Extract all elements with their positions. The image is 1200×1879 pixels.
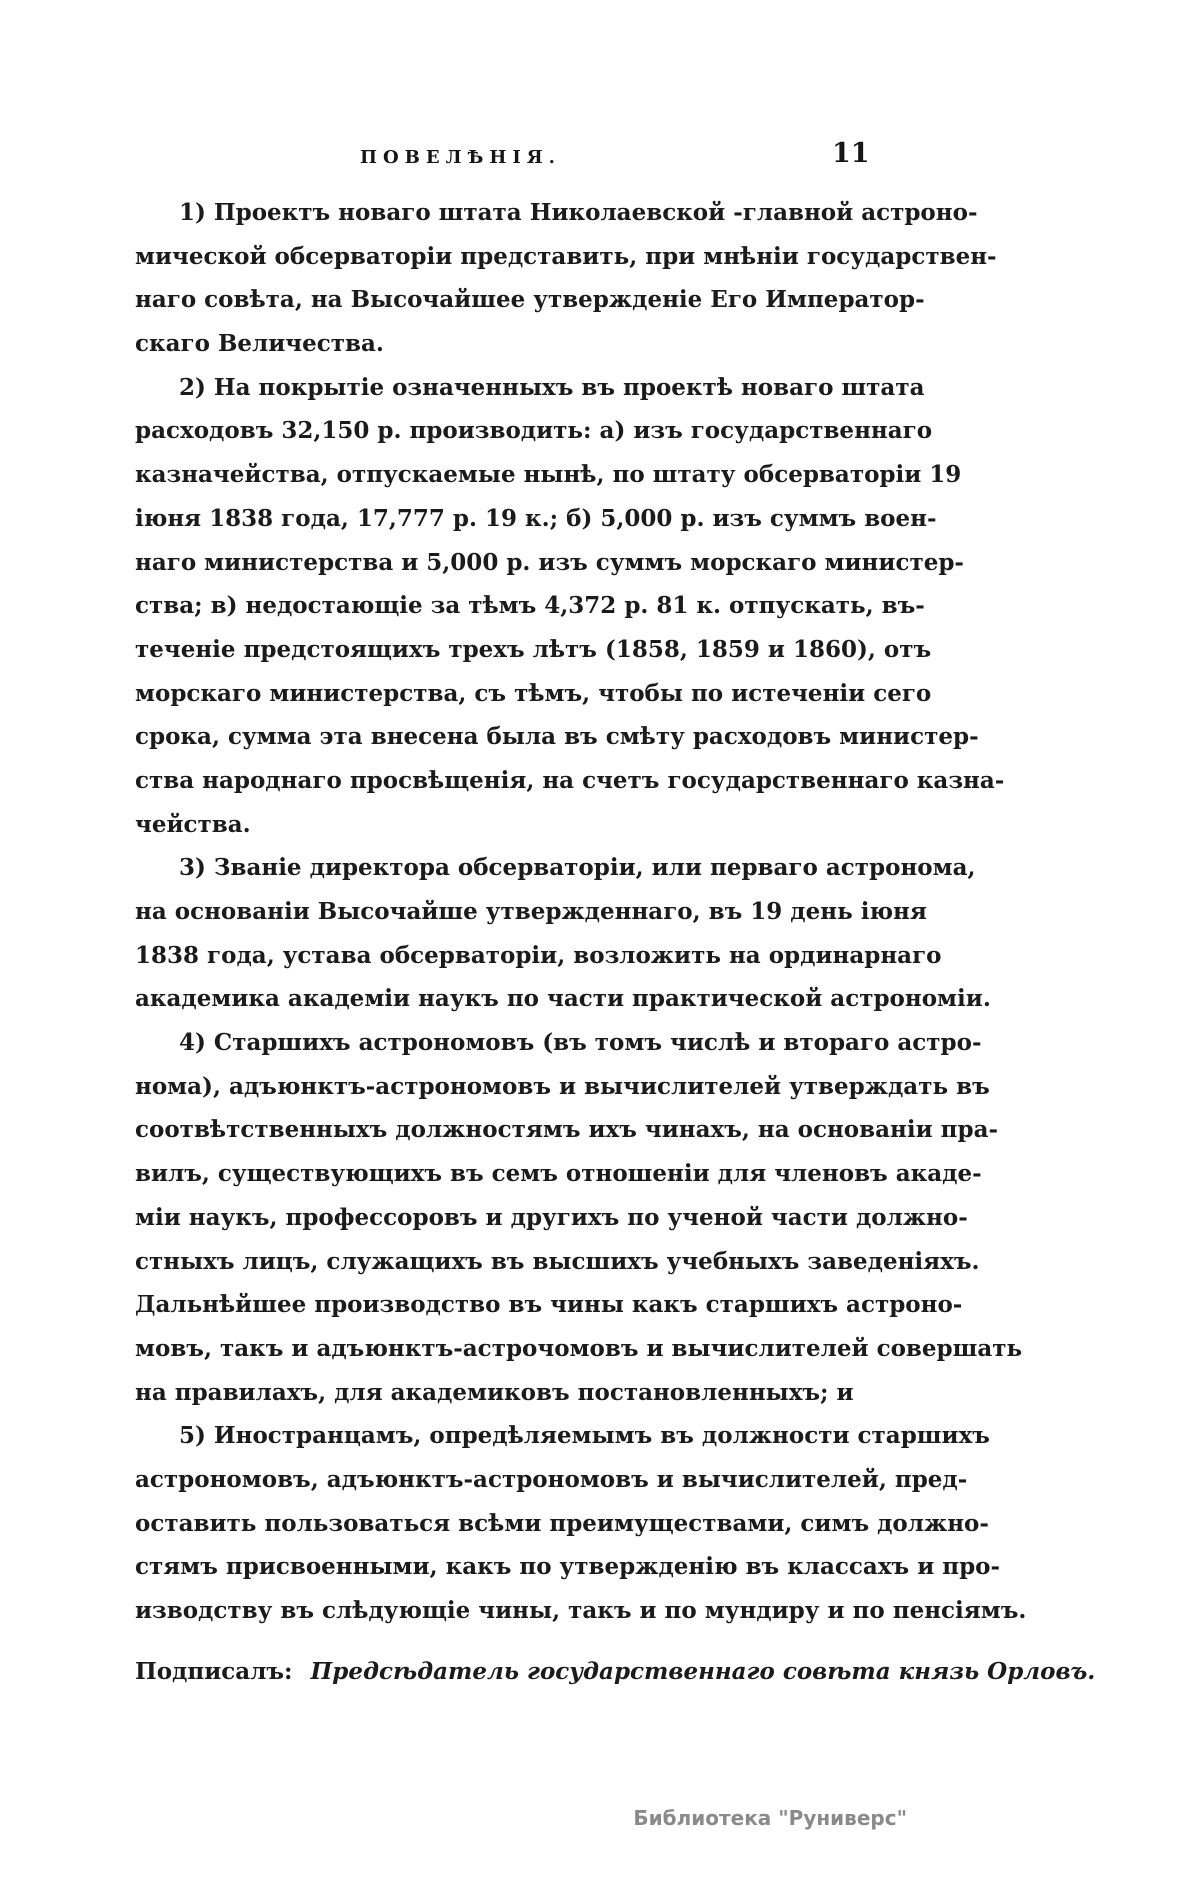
signature-line	[135, 1650, 1096, 1694]
page-number: 11	[832, 138, 870, 169]
text-line: ства народнаго просвѣщенія, на счетъ государственнаго казна-	[135, 766, 1005, 794]
text-line: теченіе предстоящихъ трехъ лѣтъ (1858, 1859 и 1860), отъ	[135, 635, 932, 663]
text-line: Дальнѣйшее производство въ чины какъ старшихъ астроно-	[135, 1291, 963, 1319]
text-line: изводству въ слѣдующіе чины, такъ и по мундиру и по пенсіямъ.	[135, 1597, 1027, 1624]
signature-text: Предсѣдатель государственнаго совѣта князь Орловъ.	[310, 1657, 1096, 1685]
text-line: вилъ, существующихъ въ семъ отношеніи для членовъ акаде-	[135, 1160, 982, 1188]
text-line: скаго Величества.	[135, 330, 384, 358]
text-line: наго совѣта, на Высочайшее утвержденіе Его Император-	[135, 286, 925, 314]
text-line: академика академіи наукъ по части практической астрономіи.	[135, 985, 991, 1013]
text-line: 3) Званіе директора обсерваторіи, или перваго астронома,	[179, 854, 976, 882]
text-line: стямъ присвоенными, какъ по утвержденію въ классахъ и про-	[135, 1553, 1001, 1581]
library-watermark: Библиотека "Руниверс"	[633, 1806, 907, 1830]
text-line: астрономовъ, адъюнктъ-астрономовъ и вычислителей, пред-	[135, 1465, 968, 1493]
text-line: на правилахъ, для академиковъ постановленныхъ; и	[135, 1378, 854, 1406]
text-line: ства; в) недостающіе за тѣмъ 4,372 р. 81 к. отпускать, въ-	[135, 592, 925, 620]
text-line: 1) Проектъ новаго штата Николаевской -главной астроно-	[179, 199, 978, 226]
page-header-title: ПОВЕЛѢНІЯ.	[360, 147, 561, 168]
signature-label: Подписалъ:	[135, 1657, 293, 1685]
text-line: мовъ, такъ и адъюнктъ-астрочомовъ и вычислителей совершать	[135, 1334, 1023, 1362]
text-line: міи наукъ, профессоровъ и другихъ по ученой части должно-	[135, 1203, 968, 1231]
text-line: 5) Иностранцамъ, опредѣляемымъ въ должности старшихъ	[179, 1422, 990, 1450]
text-line: мической обсерваторіи представить, при мнѣніи государствен-	[135, 242, 997, 270]
text-line: оставить пользоваться всѣми преимуществами, симъ должно-	[135, 1509, 989, 1537]
text-line: морскаго министерства, съ тѣмъ, чтобы по истеченіи сего	[135, 679, 932, 707]
text-line: нома), адъюнктъ-астрономовъ и вычислителей утверждать въ	[135, 1072, 990, 1100]
text-line: стныхъ лицъ, служащихъ въ высшихъ учебныхъ заведеніяхъ.	[135, 1247, 980, 1275]
text-line: наго министерства и 5,000 р. изъ суммъ морскаго министер-	[135, 548, 964, 576]
text-line: 4) Старшихъ астрономовъ (въ томъ числѣ и втораго астро-	[179, 1029, 982, 1057]
text-line: казначейства, отпускаемые нынѣ, по штату обсерваторіи 19	[135, 461, 962, 489]
text-line: іюня 1838 года, 17,777 р. 19 к.; б) 5,000 р. изъ суммъ воен-	[135, 504, 937, 532]
text-line: 1838 года, устава обсерваторіи, возложить на ординарнаго	[135, 941, 942, 969]
text-line: расходовъ 32,150 р. производить: а) изъ государственнаго	[135, 417, 933, 445]
text-line: срока, сумма эта внесена была въ смѣту расходовъ министер-	[135, 723, 979, 751]
body-text	[135, 191, 1096, 1694]
text-line: соотвѣтственныхъ должностямъ ихъ чинахъ, на основаніи пра-	[135, 1116, 999, 1144]
text-line: 2) На покрытіе означенныхъ въ проектѣ новаго штата	[179, 373, 925, 401]
text-line: чейства.	[135, 810, 251, 838]
text-line: на основаніи Высочайше утвержденнаго, въ 19 день іюня	[135, 898, 927, 925]
